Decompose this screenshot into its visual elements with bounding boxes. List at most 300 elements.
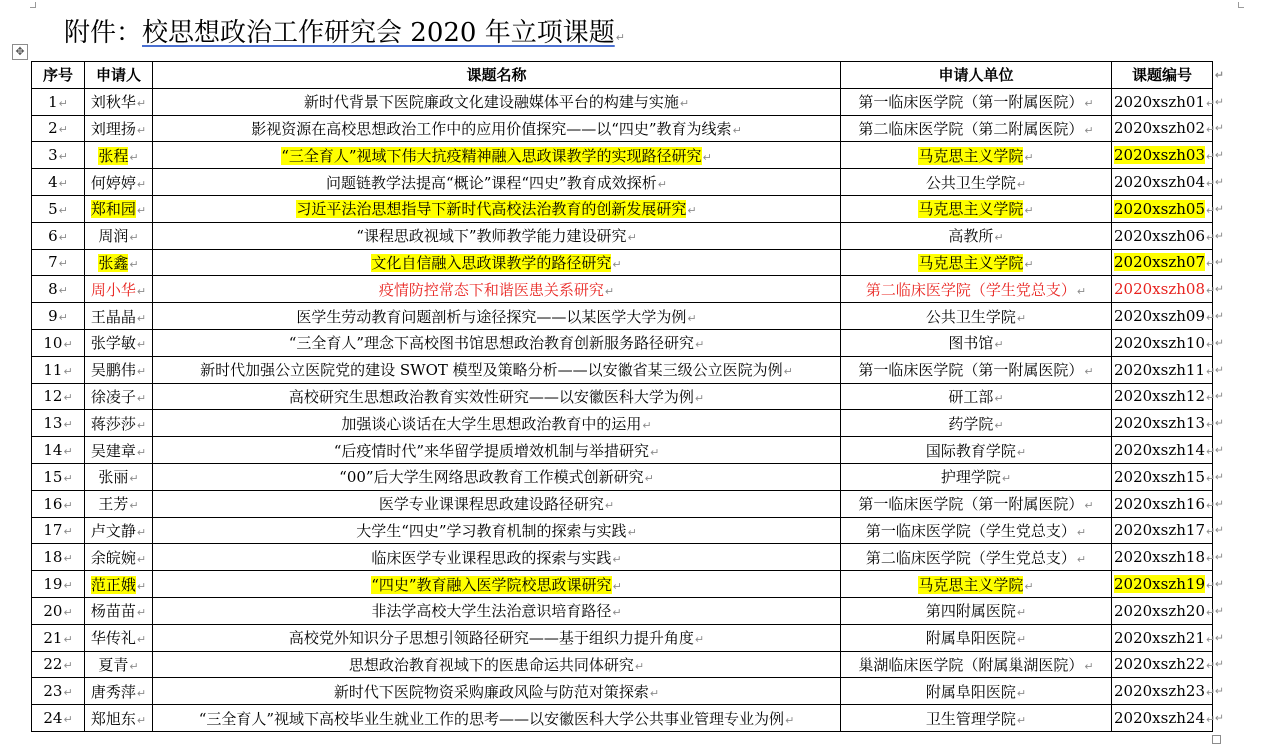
cell-applicant — [85, 490, 153, 517]
cell-code — [1112, 678, 1224, 705]
cell-topic — [153, 651, 841, 678]
cell-text: 医学专业课课程思政建设路径研究 — [378, 495, 604, 514]
paragraph-mark-icon: ↵ — [1001, 472, 1012, 486]
paragraph-mark-icon: ↵ — [1214, 711, 1224, 725]
paragraph-mark-icon: ↵ — [129, 499, 139, 513]
cell-code — [1112, 624, 1224, 651]
title-prefix: 附件： — [64, 18, 143, 48]
paragraph-mark-icon: ↵ — [1205, 632, 1216, 646]
paragraph-mark-icon: ↵ — [1214, 336, 1224, 350]
cell-unit — [841, 88, 1112, 115]
paragraph-mark-icon: ↵ — [1084, 659, 1094, 673]
cell-text: 马克思主义学院 — [918, 146, 1024, 165]
cell-topic — [153, 222, 841, 249]
cell-unit — [841, 195, 1112, 222]
table-row — [32, 169, 1213, 196]
cell-text: 新时代加强公立医院党的建设 SWOT 模型及策略分析——以安徽省某三级公立医院为例 — [200, 361, 783, 380]
table-row — [32, 142, 1213, 169]
cell-text: 大学生“四史”学习教育机制的探索与实践 — [356, 521, 627, 540]
cell-text: “课程思政视域下”教师教学能力建设研究 — [356, 227, 627, 246]
paragraph-mark-icon: ↵ — [649, 686, 660, 700]
cell-applicant — [85, 249, 153, 276]
table-header-row — [32, 62, 1213, 89]
paragraph-mark-icon: ↵ — [612, 579, 622, 593]
paragraph-mark-icon: ↵ — [1214, 255, 1224, 269]
cell-text: 高校党外知识分子思想引领路径研究——基于组织力提升角度 — [288, 629, 694, 648]
cell-text: 王晶晶 — [90, 307, 136, 326]
cell-text: 问题链教学法提高“概论”课程“四史”教育成效探析 — [326, 173, 657, 192]
cell-text: 6 — [48, 226, 58, 245]
cell-text: 第一临床医学院（第一附属医院） — [858, 361, 1084, 380]
cell-code — [1112, 437, 1224, 464]
cell-text: 2020xszh19 — [1114, 575, 1205, 594]
cell-text: 研工部 — [948, 387, 994, 406]
paragraph-mark-icon: ↵ — [615, 31, 625, 44]
paragraph-mark-icon: ↵ — [1214, 550, 1224, 564]
cell-text: 护理学院 — [940, 468, 1001, 487]
cell-unit — [841, 597, 1112, 624]
paragraph-mark-icon: ↵ — [63, 418, 73, 432]
paragraph-mark-icon: ↵ — [634, 659, 645, 673]
cell-code — [1112, 571, 1224, 598]
cell-text: 7 — [48, 253, 58, 272]
cell-text: “三全育人”视域下伟大抗疫精神融入思政课教学的实现路径研究 — [281, 146, 702, 165]
paragraph-mark-icon: ↵ — [136, 552, 147, 566]
cell-applicant — [85, 624, 153, 651]
cell-unit — [841, 276, 1112, 303]
cell-topic — [153, 303, 841, 330]
paragraph-mark-icon: ↵ — [136, 606, 147, 620]
cell-text: “三全育人”视域下高校毕业生就业工作的思考——以安徽医科大学公共事业管理专业为例 — [198, 709, 785, 728]
cell-text: 2020xszh15 — [1114, 467, 1205, 486]
cell-text: 13 — [43, 414, 63, 433]
table-row — [32, 437, 1213, 464]
cell-text: 新时代下医院物资采购廉政风险与防范对策探索 — [333, 682, 649, 701]
cell-applicant — [85, 597, 153, 624]
cell-text: 附属阜阳医院 — [925, 682, 1016, 701]
paragraph-mark-icon: ↵ — [1205, 659, 1216, 673]
paragraph-mark-icon: ↵ — [679, 97, 690, 111]
cell-topic — [153, 517, 841, 544]
cell-text: 张程 — [98, 146, 129, 165]
cell-unit — [841, 437, 1112, 464]
paragraph-mark-icon: ↵ — [63, 605, 73, 619]
paragraph-mark-icon: ↵ — [58, 177, 68, 191]
paragraph-mark-icon: ↵ — [1024, 579, 1034, 593]
paragraph-mark-icon: ↵ — [63, 498, 73, 512]
cell-topic — [153, 571, 841, 598]
cell-applicant — [85, 303, 153, 330]
paragraph-mark-icon: ↵ — [136, 633, 147, 647]
paragraph-mark-icon: ↵ — [1084, 499, 1094, 513]
cell-code — [1112, 705, 1224, 732]
cell-text: 16 — [43, 494, 63, 513]
cell-index — [32, 437, 85, 464]
paragraph-mark-icon: ↵ — [612, 606, 622, 620]
cell-applicant — [85, 571, 153, 598]
cell-text: 10 — [43, 333, 63, 352]
cell-topic — [153, 597, 841, 624]
cell-unit — [841, 329, 1112, 356]
cell-text: 马克思主义学院 — [918, 253, 1024, 272]
table-row — [32, 597, 1213, 624]
paragraph-mark-icon: ↵ — [1214, 282, 1224, 296]
cell-index — [32, 195, 85, 222]
cell-text: 吴鹏伟 — [90, 361, 136, 380]
paragraph-mark-icon: ↵ — [694, 391, 705, 405]
paragraph-mark-icon: ↵ — [1214, 604, 1224, 618]
cell-text: 吴建章 — [90, 441, 136, 460]
paragraph-mark-icon: ↵ — [994, 391, 1004, 405]
paragraph-mark-icon: ↵ — [687, 311, 697, 325]
cell-text: 药学院 — [948, 414, 994, 433]
cell-index — [32, 303, 85, 330]
cell-topic — [153, 169, 841, 196]
cell-text: 2020xszh05 — [1114, 199, 1205, 218]
paragraph-mark-icon: ↵ — [785, 713, 795, 727]
cell-text: “后疫情时代”来华留学提质增效机制与举措研究 — [333, 441, 650, 460]
cell-text: 非法学高校大学生法治意识培育路径 — [371, 602, 612, 621]
cell-text: 高教所 — [948, 227, 994, 246]
paragraph-mark-icon: ↵ — [612, 257, 622, 271]
paragraph-mark-icon: ↵ — [1205, 311, 1216, 325]
paragraph-mark-icon: ↵ — [644, 472, 654, 486]
paragraph-mark-icon: ↵ — [136, 686, 147, 700]
cell-applicant — [85, 705, 153, 732]
cell-text: 11 — [43, 360, 63, 379]
cell-text: 2020xszh10 — [1114, 333, 1205, 352]
cell-text: 2020xszh12 — [1114, 387, 1205, 406]
cell-text: 3 — [48, 146, 58, 165]
header-unit: 申请人单位 — [841, 62, 1112, 89]
paragraph-mark-icon: ↵ — [1205, 230, 1216, 244]
paragraph-mark-icon: ↵ — [1214, 631, 1224, 645]
cell-index — [32, 624, 85, 651]
paragraph-mark-icon: ↵ — [63, 713, 73, 727]
cell-applicant — [85, 544, 153, 571]
cell-unit — [841, 651, 1112, 678]
paragraph-mark-icon: ↵ — [1016, 177, 1027, 191]
paragraph-mark-icon: ↵ — [1205, 391, 1216, 405]
cell-text: 5 — [48, 199, 58, 218]
paragraph-mark-icon: ↵ — [1214, 202, 1224, 216]
cell-text: 文化自信融入思政课教学的路径研究 — [371, 253, 612, 272]
cell-index — [32, 705, 85, 732]
cell-text: 19 — [43, 575, 63, 594]
paragraph-mark-icon: ↵ — [136, 525, 147, 539]
cell-text: 2020xszh04 — [1114, 173, 1205, 192]
cell-code — [1112, 222, 1224, 249]
cell-applicant — [85, 517, 153, 544]
cell-text: 公共卫生学院 — [925, 307, 1016, 326]
cell-text: 第四附属医院 — [925, 602, 1016, 621]
paragraph-mark-icon: ↵ — [58, 230, 68, 244]
cell-text: 新时代背景下医院廉政文化建设融媒体平台的构建与实施 — [303, 93, 679, 112]
table-row — [32, 490, 1213, 517]
cell-topic — [153, 490, 841, 517]
table-row — [32, 651, 1213, 678]
cell-applicant — [85, 222, 153, 249]
paragraph-mark-icon: ↵ — [1205, 498, 1216, 512]
cell-text: 1 — [48, 92, 58, 111]
paragraph-mark-icon: ↵ — [1205, 150, 1216, 164]
cell-applicant — [85, 463, 153, 490]
paragraph-mark-icon: ↵ — [1214, 229, 1224, 243]
paragraph-mark-icon: ↵ — [1214, 657, 1224, 671]
cell-text: 2020xszh23 — [1114, 682, 1205, 701]
cell-topic — [153, 624, 841, 651]
cell-code — [1112, 651, 1224, 678]
table-row — [32, 517, 1213, 544]
cell-text: 第一临床医学院（第一附属医院） — [858, 93, 1084, 112]
cell-topic — [153, 410, 841, 437]
cell-text: 医学生劳动教育问题剖析与途径探究——以某医学大学为例 — [296, 307, 687, 326]
table-resize-handle[interactable] — [1212, 735, 1221, 744]
title-main: 校思想政治工作研究会 2020 年立项课题 — [142, 18, 615, 48]
paragraph-mark-icon: ↵ — [1205, 364, 1216, 378]
cell-index — [32, 544, 85, 571]
cell-text: 思想政治教育视域下的医患命运共同体研究 — [348, 655, 634, 674]
paragraph-mark-icon: ↵ — [1205, 337, 1216, 351]
cell-applicant — [85, 195, 153, 222]
paragraph-mark-icon: ↵ — [136, 97, 147, 111]
cell-applicant — [85, 410, 153, 437]
cell-topic — [153, 142, 841, 169]
paragraph-mark-icon: ↵ — [1076, 525, 1087, 539]
cell-code — [1112, 410, 1224, 437]
cell-unit — [841, 249, 1112, 276]
cell-index — [32, 169, 85, 196]
paragraph-mark-icon: ↵ — [1016, 686, 1027, 700]
paragraph-mark-icon: ↵ — [1214, 121, 1224, 135]
paragraph-mark-icon: ↵ — [1084, 123, 1094, 137]
cell-index — [32, 410, 85, 437]
paragraph-mark-icon: ↵ — [1205, 605, 1216, 619]
cell-code — [1112, 490, 1224, 517]
cell-index — [32, 517, 85, 544]
cell-text: 2020xszh13 — [1114, 414, 1205, 433]
cell-text: 高校研究生思想政治教育实效性研究——以安徽医科大学为例 — [288, 387, 694, 406]
paragraph-mark-icon: ↵ — [63, 632, 73, 646]
cell-text: 2020xszh03 — [1114, 146, 1205, 165]
paragraph-mark-icon: ↵ — [136, 365, 147, 379]
page-corner-mark-right — [1238, 2, 1244, 8]
cell-index — [32, 356, 85, 383]
page-corner-mark-left — [30, 2, 36, 8]
paragraph-mark-icon: ↵ — [136, 311, 147, 325]
paragraph-mark-icon: ↵ — [129, 659, 139, 673]
cell-topic — [153, 195, 841, 222]
cell-unit — [841, 356, 1112, 383]
cell-text: 卫生管理学院 — [925, 709, 1016, 728]
paragraph-mark-icon: ↵ — [994, 418, 1004, 432]
cell-text: 加强谈心谈话在大学生思想政治教育中的运用 — [341, 414, 642, 433]
paragraph-mark-icon: ↵ — [1016, 713, 1027, 727]
paragraph-mark-icon: ↵ — [1214, 443, 1224, 457]
cell-topic — [153, 678, 841, 705]
paragraph-mark-icon: ↵ — [1205, 418, 1216, 432]
table-row — [32, 356, 1213, 383]
paragraph-mark-icon: ↵ — [1016, 633, 1027, 647]
cell-text: 2020xszh06 — [1114, 226, 1205, 245]
paragraph-mark-icon: ↵ — [1016, 606, 1027, 620]
cell-text: 2020xszh18 — [1114, 548, 1205, 567]
cell-text: 2020xszh01 — [1114, 92, 1205, 111]
paragraph-mark-icon: ↵ — [1076, 552, 1087, 566]
paragraph-mark-icon: ↵ — [1205, 123, 1216, 137]
cell-text: “三全育人”理念下高校图书馆思想政治教育创新服务路径研究 — [288, 334, 695, 353]
table-row — [32, 544, 1213, 571]
paragraph-mark-icon: ↵ — [136, 177, 147, 191]
cell-text: 第一临床医学院（学生党总支） — [865, 521, 1076, 540]
paragraph-mark-icon: ↵ — [1214, 389, 1224, 403]
header-topic: 课题名称 — [153, 62, 841, 89]
table-row — [32, 383, 1213, 410]
cell-applicant — [85, 115, 153, 142]
table-row — [32, 249, 1213, 276]
cell-text: 2020xszh09 — [1114, 307, 1205, 326]
header-index: 序号 — [32, 62, 85, 89]
cell-index — [32, 329, 85, 356]
paragraph-mark-icon: ↵ — [1214, 175, 1224, 189]
cell-applicant — [85, 383, 153, 410]
paragraph-mark-icon: ↵ — [58, 203, 68, 217]
cell-unit — [841, 142, 1112, 169]
paragraph-mark-icon: ↵ — [1205, 445, 1216, 459]
paragraph-mark-icon: ↵ — [627, 525, 637, 539]
cell-text: 王芳 — [98, 495, 129, 514]
paragraph-mark-icon: ↵ — [1205, 203, 1216, 217]
paragraph-mark-icon: ↵ — [1214, 470, 1224, 484]
cell-text: 张鑫 — [98, 253, 129, 272]
cell-unit — [841, 678, 1112, 705]
paragraph-mark-icon: ↵ — [1214, 148, 1224, 162]
cell-text: 24 — [43, 709, 63, 728]
cell-text: 影视资源在高校思想政治工作中的应用价值探究——以“四史”教育为线索 — [251, 119, 732, 138]
paragraph-mark-icon: ↵ — [994, 231, 1004, 245]
paragraph-mark-icon: ↵ — [63, 525, 73, 539]
paragraph-mark-icon: ↵ — [129, 472, 139, 486]
paragraph-mark-icon: ↵ — [58, 284, 68, 298]
paragraph-mark-icon: ↵ — [58, 257, 68, 271]
cell-text: “四史”教育融入医学院校思政课研究 — [371, 575, 612, 594]
cell-text: 12 — [43, 387, 63, 406]
cell-topic — [153, 329, 841, 356]
table-row — [32, 329, 1213, 356]
cell-text: 2020xszh08 — [1114, 280, 1205, 299]
cell-text: 2 — [48, 119, 58, 138]
cell-applicant — [85, 437, 153, 464]
cell-text: 14 — [43, 441, 63, 460]
cell-applicant — [85, 329, 153, 356]
paragraph-mark-icon: ↵ — [604, 284, 615, 298]
cell-text: 22 — [43, 655, 63, 674]
table-row — [32, 624, 1213, 651]
cell-text: 9 — [48, 307, 58, 326]
cell-index — [32, 383, 85, 410]
paragraph-mark-icon: ↵ — [604, 499, 615, 513]
cell-text: 刘理扬 — [90, 119, 136, 138]
cell-text: 刘秋华 — [90, 93, 136, 112]
cell-topic — [153, 705, 841, 732]
cell-unit — [841, 571, 1112, 598]
cell-topic — [153, 115, 841, 142]
table-row — [32, 303, 1213, 330]
cell-text: 何婷婷 — [90, 173, 136, 192]
cell-unit — [841, 463, 1112, 490]
cell-text: 4 — [48, 173, 58, 192]
cell-index — [32, 249, 85, 276]
paragraph-mark-icon: ↵ — [1205, 686, 1216, 700]
paragraph-mark-icon: ↵ — [1205, 96, 1216, 110]
cell-index — [32, 276, 85, 303]
cell-text: “00”后大学生网络思政教育工作模式创新研究 — [339, 468, 644, 487]
cell-code — [1112, 463, 1224, 490]
paragraph-mark-icon: ↵ — [1205, 525, 1216, 539]
cell-text: 范正娥 — [90, 575, 136, 594]
cell-text: 23 — [43, 682, 63, 701]
cell-index — [32, 597, 85, 624]
paragraph-mark-icon: ↵ — [1024, 204, 1034, 218]
paragraph-mark-icon: ↵ — [136, 204, 147, 218]
paragraph-mark-icon: ↵ — [694, 633, 705, 647]
cell-text: 第二临床医学院（学生党总支） — [865, 280, 1076, 299]
cell-code — [1112, 517, 1224, 544]
paragraph-mark-icon: ↵ — [63, 579, 73, 593]
cell-index — [32, 651, 85, 678]
cell-text: 17 — [43, 521, 63, 540]
cell-text: 8 — [48, 280, 58, 299]
cell-unit — [841, 115, 1112, 142]
paragraph-mark-icon: ↵ — [1205, 579, 1216, 593]
cell-text: 2020xszh24 — [1114, 709, 1205, 728]
paragraph-mark-icon: ↵ — [657, 177, 667, 191]
paragraph-mark-icon: ↵ — [732, 123, 742, 137]
paragraph-mark-icon: ↵ — [1016, 445, 1027, 459]
project-table — [31, 61, 1224, 732]
cell-unit — [841, 490, 1112, 517]
cell-index — [32, 88, 85, 115]
cell-code — [1112, 249, 1224, 276]
paragraph-mark-icon: ↵ — [136, 391, 147, 405]
cell-applicant — [85, 276, 153, 303]
table-row — [32, 195, 1213, 222]
table-row — [32, 276, 1213, 303]
cell-text: 第二临床医学院（第二附属医院） — [858, 119, 1084, 138]
cell-text: 唐秀萍 — [90, 682, 136, 701]
table-row — [32, 222, 1213, 249]
paragraph-mark-icon: ↵ — [136, 713, 147, 727]
cell-code — [1112, 142, 1224, 169]
cell-text: 21 — [43, 628, 63, 647]
cell-applicant — [85, 678, 153, 705]
paragraph-mark-icon: ↵ — [58, 96, 68, 110]
paragraph-mark-icon: ↵ — [1214, 95, 1224, 109]
cell-index — [32, 115, 85, 142]
cell-unit — [841, 383, 1112, 410]
paragraph-mark-icon: ↵ — [1214, 684, 1224, 698]
paragraph-mark-icon: ↵ — [63, 471, 73, 485]
cell-code — [1112, 356, 1224, 383]
cell-text: 张学敏 — [90, 334, 136, 353]
cell-text: 2020xszh17 — [1114, 521, 1205, 540]
cell-unit — [841, 169, 1112, 196]
paragraph-mark-icon: ↵ — [1214, 416, 1224, 430]
table-move-handle-icon[interactable]: ✥ — [12, 44, 28, 60]
cell-unit — [841, 705, 1112, 732]
paragraph-mark-icon: ↵ — [136, 123, 147, 137]
paragraph-mark-icon: ↵ — [702, 150, 712, 164]
